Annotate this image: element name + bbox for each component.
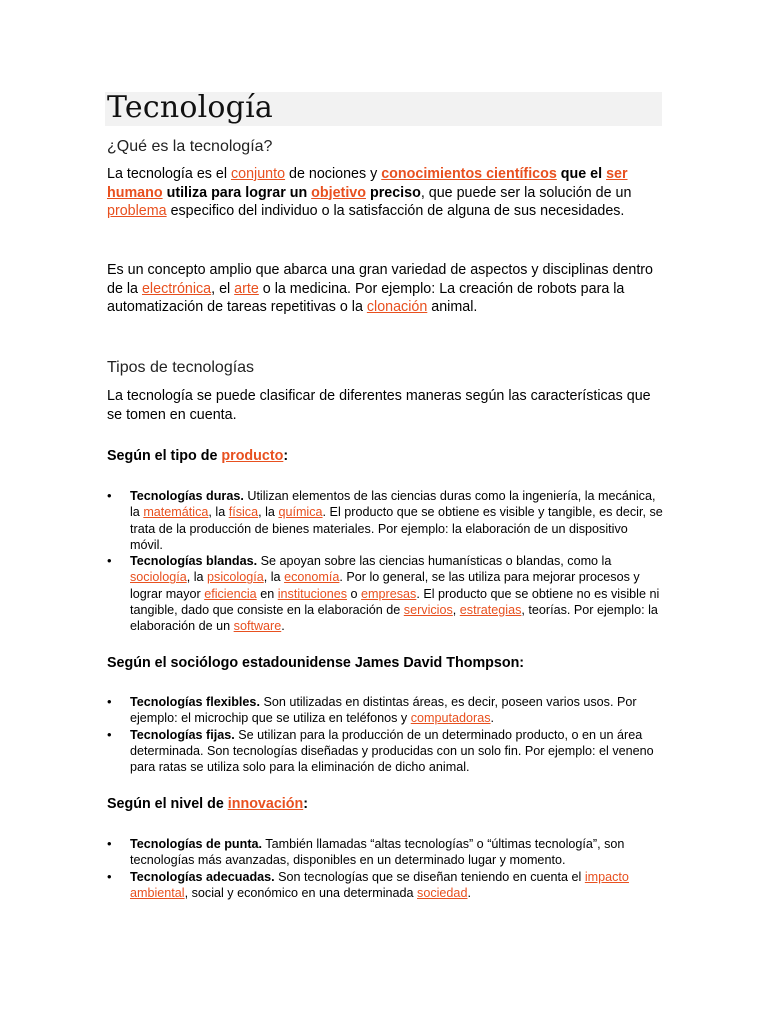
link-arte[interactable]: arte: [234, 280, 259, 297]
link-servicios[interactable]: servicios: [403, 603, 453, 618]
link-clonacion[interactable]: clonación: [366, 299, 428, 315]
link-sociedad[interactable]: sociedad: [417, 885, 468, 900]
paragraph-concept: Es un concepto amplio que abarca una gran variedad de aspectos y disciplinas dentro de la electrónica, el arte o la medicina. Por ejemplo: La creación de robots para la automatización de tareas repetitivas o la clonación animal.: [107, 262, 654, 315]
link-objetivo[interactable]: objetivo: [311, 184, 366, 201]
list-item: • Tecnologías fijas. Se utilizan para la producción de un determinado producto, o en un área determinada. Son tecnologías diseñadas y producidas con un solo fin. Por ejemplo: el veneno para ratas se utiliza solo para la eliminación de dicho animal.: [107, 727, 663, 776]
paragraph-classification: La tecnología se puede clasificar de diferentes maneras según las características que se tomen en cuenta.: [107, 388, 651, 423]
link-conocimientos-cientificos[interactable]: conocimientos científicos: [381, 166, 557, 182]
section-heading-product: Según el tipo de producto:: [107, 448, 289, 464]
link-quimica[interactable]: química: [278, 505, 323, 520]
paragraph-definition: La tecnología es el conjunto de nociones y conocimientos científicos que el ser humano utiliza para lograr un objetivo preciso, que puede ser la solución de un problema especifico del individuo o la satisfacción de alguna de sus necesidades.: [107, 166, 632, 219]
link-sociologia[interactable]: sociología: [130, 570, 187, 585]
list-item: • Tecnologías adecuadas. Son tecnologías que se diseñan teniendo en cuenta el impacto ambiental, social y económico en una determinada sociedad.: [107, 869, 663, 902]
link-innovacion[interactable]: innovación: [227, 796, 304, 812]
list-item: • Tecnologías flexibles. Son utilizadas en distintas áreas, es decir, poseen varios usos. Por ejemplo: el microchip que se utiliza en teléfonos y computadoras.: [107, 694, 663, 727]
link-producto[interactable]: producto: [221, 448, 284, 464]
link-instituciones[interactable]: instituciones: [277, 586, 348, 601]
list-item: • Tecnologías de punta. También llamadas “altas tecnologías” o “últimas tecnología”, son tecnologías más avanzadas, disponibles en un determinado lugar y momento.: [107, 836, 663, 869]
list-item: • Tecnologías blandas. Se apoyan sobre las ciencias humanísticas o blandas, como la sociología, la psicología, la economía. Por lo general, se las utiliza para mejorar procesos y lograr mayor eficiencia en instituciones o empresas. El producto que se obtiene no es visible ni tangible, dado que consiste en la elaboración de servicios, estrategias, teorías. Por ejemplo: la elaboración de un software.: [107, 553, 663, 634]
link-psicologia[interactable]: psicología: [207, 570, 264, 585]
section-heading-innovation: Según el nivel de innovación:: [107, 796, 308, 812]
link-impacto-ambiental[interactable]: impacto ambiental: [130, 869, 629, 900]
link-problema[interactable]: problema: [107, 203, 167, 219]
link-fisica[interactable]: física: [228, 505, 259, 520]
link-conjunto[interactable]: conjunto: [231, 166, 286, 182]
subtitle-what-is: ¿Qué es la tecnología?: [107, 138, 273, 155]
subtitle-types: Tipos de tecnologías: [107, 359, 255, 376]
link-estrategias[interactable]: estrategias: [459, 603, 522, 618]
link-empresas[interactable]: empresas: [361, 586, 417, 601]
list-thompson-types: [107, 694, 663, 775]
list-item: • Tecnologías duras. Utilizan elementos de las ciencias duras como la ingeniería, la mecánica, la matemática, la física, la química. El producto que se obtiene es visible y tangible, es decir, se trata de la producción de bienes materiales. Por ejemplo: la elaboración de un dispositivo móvil.: [107, 488, 663, 553]
link-computadoras[interactable]: computadoras: [410, 711, 491, 726]
list-innovation-types: [107, 836, 663, 901]
page-title: Tecnología: [107, 90, 273, 125]
link-economia[interactable]: economía: [284, 570, 340, 585]
link-ser-humano[interactable]: ser humano: [107, 166, 628, 201]
link-eficiencia[interactable]: eficiencia: [204, 586, 257, 601]
link-software[interactable]: software: [233, 619, 282, 634]
list-product-types: [107, 488, 663, 635]
link-matematica[interactable]: matemática: [143, 505, 209, 520]
link-electronica[interactable]: electrónica: [141, 280, 212, 297]
section-heading-thompson: Según el sociólogo estadounidense James David Thompson:: [107, 655, 525, 671]
